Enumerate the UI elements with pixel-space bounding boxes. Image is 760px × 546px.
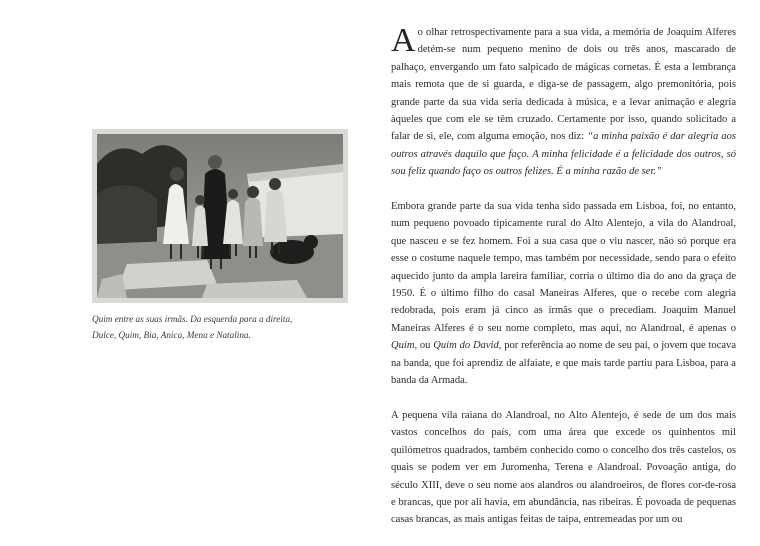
paragraph-2-text-1: Embora grande parte da sua vida tenha sido passada em Lisboa, foi, no entanto, num pequeno povoado tipicamente rural do Alto Alentejo, a vila do Alandroal, que nasceu e se fez homem. Foi a sua casa que o viu nascer, não só porque era esse o costume naquele tempo, mas também por necessidade, sendo para o efeito aquecido junto da ampla lareira familiar, corria o último dia do ano da graça de 1950. É o último filho do casal Maneiras Alferes, que o recebe com alegria redobrada, pois eram já cinco as irmãs que o precediam. Joaquim Manuel Maneiras Alferes é o seu nome completo, mas aqui, no Alandroal, é apenas o <box>391 201 736 334</box>
drop-cap: A <box>391 22 416 59</box>
body-text-column <box>391 24 736 546</box>
paragraph-1-quote: “a minha paixão é dar alegria aos outros através daquilo que faço. A minha felicidade é a felicidade dos outros, só sou feliz quando faço os outros felizes. É a minha razão de ser.” <box>391 131 737 178</box>
paragraph-2-text-2: , ou <box>414 340 434 352</box>
family-photo <box>97 134 343 298</box>
paragraph-3-text: A pequena vila raiana do Alandroal, no Alto Alentejo, é sede de um dos mais vastos concelhos do país, com uma área que excede os quinhentos mil quilómetros quadrados, também conhecido como o concelho dos três castelos, os quais se podem ver em Juromenha, Terena e Alandroal. Povoação antiga, do século XIII, deve o seu nome aos alandros ou alandroeiros, de flores cor-de-rosa e brancas, que por ali havia, em abundância, nas ribeiras. É povoada de pequenas casas brancas, as mais antigas feitas de taipa, entremeadas por um ou <box>391 409 736 526</box>
paragraph-2-text-3: por referência ao nome de seu pai, o jovem que tocava na banda, que foi aprendiz de alfaiate, e que mais tarde partiu para Lisboa, para a banda da Armada. <box>391 340 737 387</box>
caption-line-1: Quim entre as suas irmãs. Da esquerda para a direita, <box>92 314 293 324</box>
photo-caption <box>92 311 354 343</box>
paragraph-1-text: o olhar retrospectivamente para a sua vida, a memória de Joaquim Alferes detém-se num pequeno menino de dois ou três anos, mascarado de palhaço, envergando um fato salpicado de mágicas cornetas. É esta a lembrança mais remota que de si guarda, e diga-se de passagem, algo premonitória, pois grande parte da sua vida seria dedicada à música, e a levar animação e alegria àqueles que com ele se têm cruzado. Certamente por isso, quando solicitado a falar de si, ele, com alguma emoção, nos diz: <box>391 27 736 143</box>
paragraph-2 <box>391 198 736 389</box>
paragraph-3 <box>391 407 736 529</box>
paragraph-1 <box>391 24 736 181</box>
caption-line-2: Dulce, Quim, Bia, Anica, Mena e Natalina. <box>92 330 251 340</box>
paragraph-2-em-2: Quim do David, <box>433 340 502 352</box>
family-photo-frame <box>92 129 348 303</box>
paragraph-2-em-1: Quim <box>391 340 415 352</box>
